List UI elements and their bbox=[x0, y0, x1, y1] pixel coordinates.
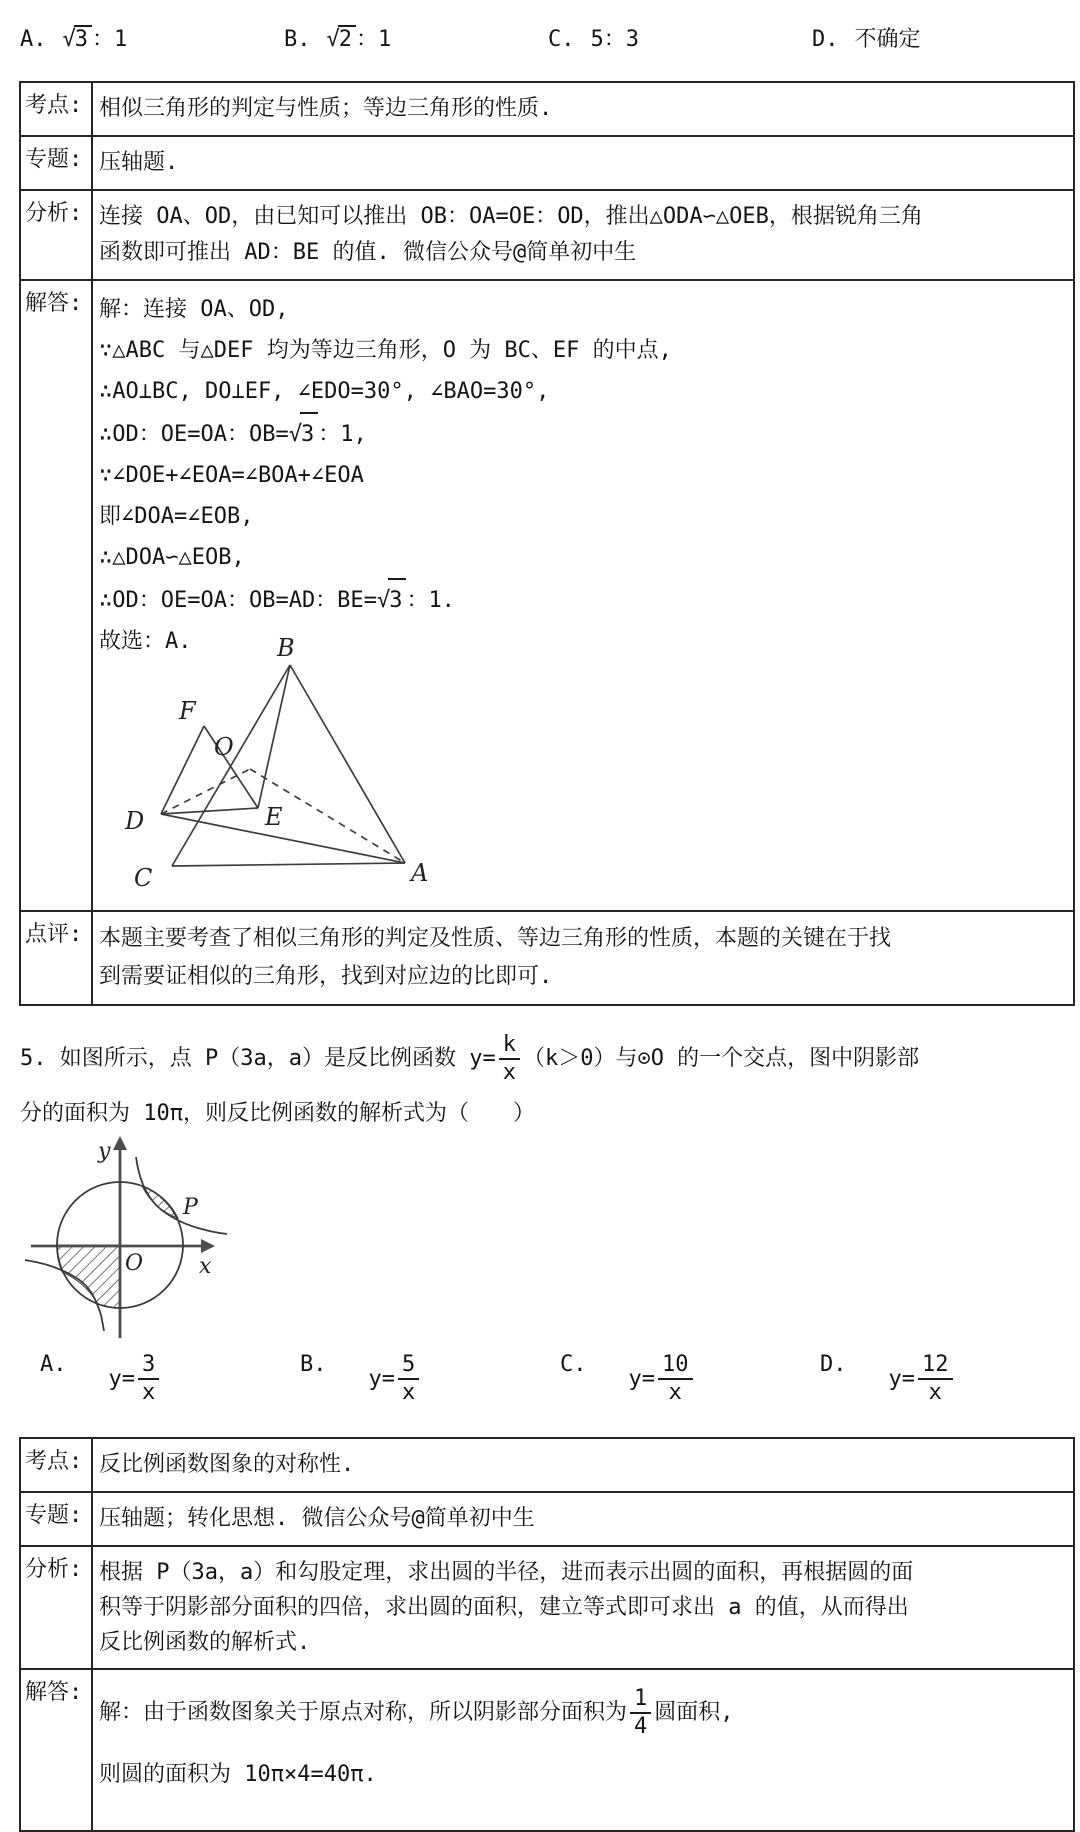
kaodian-text: 反比例函数图象的对称性. bbox=[99, 1451, 355, 1477]
q5-option-a bbox=[40, 1352, 300, 1407]
q4-option-c bbox=[548, 22, 812, 53]
zhuanti-label: 专题: bbox=[21, 1493, 93, 1545]
vertex-label-B: B bbox=[277, 634, 295, 662]
fenxi-line: 反比例函数的解析式. bbox=[99, 1629, 311, 1655]
option-c-value: y= $\frac{10}{x}$ bbox=[629, 1352, 696, 1407]
dianping-label: 点评: bbox=[21, 912, 93, 1004]
segment-CA bbox=[172, 863, 405, 866]
y-axis-arrow bbox=[113, 1136, 127, 1150]
row-zhuanti bbox=[21, 1491, 1073, 1545]
solution-line: 即∠DOA=∠EOB, bbox=[99, 504, 254, 529]
dianping-line: 本题主要考查了相似三角形的判定及性质、等边三角形的性质，本题的关键在于找 bbox=[99, 926, 892, 951]
shaded-lens-q1 bbox=[142, 1186, 178, 1218]
option-d-value: 不确定 bbox=[854, 27, 921, 52]
row-kaodian bbox=[21, 1439, 1073, 1491]
jieda-content bbox=[93, 281, 1073, 910]
kaodian-text: 相似三角形的判定与性质；等边三角形的性质. bbox=[99, 96, 553, 121]
row-jieda bbox=[21, 279, 1073, 910]
sqrt-sign: √ bbox=[376, 588, 391, 613]
solution-line: 故选：A. bbox=[99, 629, 192, 654]
option-c-label: C. bbox=[560, 1351, 587, 1377]
fraction: $\frac{3}{x}$ bbox=[138, 1352, 159, 1407]
q4-options-row bbox=[20, 22, 1080, 53]
fraction-denominator: x bbox=[502, 1060, 516, 1086]
zhuanti-label: 专题: bbox=[21, 137, 93, 189]
vertex-label-O: O bbox=[214, 733, 234, 761]
q5-solution-table bbox=[19, 1437, 1075, 1832]
segment-FD bbox=[161, 726, 204, 814]
row-jieda bbox=[21, 1668, 1073, 1830]
zhuanti-text: 压轴题；转化思想. 微信公众号@简单初中生 bbox=[99, 1505, 535, 1531]
solution-line: 解：由于函数图象关于原点对称，所以阴影部分面积为 $\frac{1}{4}$ 圆面积, bbox=[99, 1685, 734, 1739]
row-fenxi bbox=[21, 1545, 1073, 1668]
circle-hyperbola-figure bbox=[22, 1135, 244, 1342]
zhuanti-text: 压轴题. bbox=[99, 150, 179, 175]
axis-label-x: x bbox=[199, 1253, 212, 1279]
q4-option-b bbox=[284, 22, 548, 53]
question-5 bbox=[20, 1032, 1080, 1407]
option-a-label: A. bbox=[40, 1351, 67, 1377]
vertex-label-E: E bbox=[265, 803, 283, 831]
fraction-k-over-x bbox=[499, 1032, 520, 1087]
sqrt-radicand: 3 bbox=[300, 412, 318, 455]
row-zhuanti bbox=[21, 135, 1073, 189]
segment-BA bbox=[290, 665, 405, 863]
fenxi-line: 连接 OA、OD，由已知可以推出 OB：OA=OE：OD，推出△ODA∽△OEB，根据锐角三角 bbox=[99, 204, 923, 229]
fraction: $\frac{5}{x}$ bbox=[398, 1352, 419, 1407]
q5-option-c bbox=[560, 1352, 820, 1407]
option-a-value bbox=[63, 22, 128, 53]
option-a-value: y= $\frac{3}{x}$ bbox=[109, 1352, 163, 1407]
q5-text-post: （k＞0）与⊙O 的一个交点，图中阴影部 bbox=[522, 1046, 920, 1072]
fenxi-line: 根据 P（3a，a）和勾股定理，求出圆的半径，进而表示出圆的面积，再根据圆的面 bbox=[99, 1559, 914, 1585]
dianping-line: 到需要证相似的三角形，找到对应边的比即可. bbox=[99, 964, 553, 989]
solution-line: ∵∠DOE+∠EOA=∠BOA+∠EOA bbox=[99, 463, 364, 488]
solution-line: ∴OD：OE=OA：OB=√3 ：1, bbox=[99, 412, 1067, 455]
kaodian-label: 考点: bbox=[21, 1439, 93, 1491]
hyperbola-branch-q1 bbox=[136, 1157, 227, 1234]
fraction: $\frac{12}{x}$ bbox=[918, 1352, 953, 1407]
row-dianping bbox=[21, 910, 1073, 1004]
solution-line: ∴△DOA∽△EOB, bbox=[99, 545, 245, 570]
option-b-label: B. bbox=[300, 1351, 327, 1377]
vertex-label-D: D bbox=[125, 807, 145, 835]
solution-line: 解：连接 OA、OD, bbox=[99, 297, 289, 322]
q4-option-d bbox=[812, 22, 921, 53]
option-c-label: C. bbox=[548, 27, 575, 52]
kaodian-label: 考点: bbox=[21, 83, 93, 135]
option-d-label: D. bbox=[812, 27, 839, 52]
sqrt-sign: √ bbox=[326, 27, 340, 52]
sqrt-radicand: 3 bbox=[388, 578, 406, 621]
origin-label-O: O bbox=[125, 1250, 144, 1276]
document-page bbox=[0, 22, 1080, 1788]
solution-line: ∴OD：OE=OA：OB=AD：BE=√3 ：1. bbox=[99, 578, 1067, 621]
solution-line: ∴AO⊥BC, DO⊥EF, ∠EDO=30°, ∠BAO=30°, bbox=[99, 379, 550, 404]
segment-DA bbox=[161, 814, 405, 863]
fenxi-line: 积等于阴影部分面积的四倍，求出圆的面积，建立等式即可求出 a 的值，从而得出 bbox=[99, 1594, 909, 1620]
dashed-OD bbox=[161, 769, 250, 814]
jieda-label: 解答: bbox=[21, 281, 93, 910]
axis-label-y: y bbox=[98, 1138, 111, 1164]
row-fenxi bbox=[21, 189, 1073, 279]
option-c-value: 5：3 bbox=[590, 27, 639, 52]
fenxi-text bbox=[93, 1547, 1073, 1668]
q5-option-b bbox=[300, 1352, 560, 1407]
question-5-line1 bbox=[20, 1032, 1080, 1087]
triangle-figure bbox=[117, 622, 507, 902]
fraction-one-quarter: $\frac{1}{4}$ bbox=[630, 1686, 651, 1741]
row-kaodian bbox=[21, 83, 1073, 135]
fenxi-text bbox=[93, 191, 1073, 279]
q5-text-pre: 5. 如图所示，点 P（3a，a）是反比例函数 y= bbox=[20, 1046, 496, 1072]
vertex-label-F: F bbox=[179, 697, 196, 725]
fraction: $\frac{10}{x}$ bbox=[658, 1352, 693, 1407]
solution-line: ∵△ABC 与△DEF 均为等边三角形，O 为 BC、EF 的中点, bbox=[99, 338, 672, 363]
option-a-rest: ：1 bbox=[92, 27, 128, 52]
q4-solution-table bbox=[19, 81, 1075, 1006]
jieda-label: 解答: bbox=[21, 1670, 93, 1830]
fenxi-label: 分析: bbox=[21, 191, 93, 279]
segment-DE bbox=[161, 808, 258, 814]
option-b-rest: ：1 bbox=[356, 27, 392, 52]
sqrt-sign: √ bbox=[62, 27, 76, 52]
solution-line: 则圆的面积为 10π×4=40π. bbox=[99, 1762, 377, 1788]
dianping-text bbox=[93, 912, 1073, 1004]
option-b-value: y= $\frac{5}{x}$ bbox=[369, 1352, 423, 1407]
option-d-value: y= $\frac{12}{x}$ bbox=[889, 1352, 956, 1407]
sqrt-radicand: 2 bbox=[338, 25, 356, 52]
vertex-label-C: C bbox=[134, 864, 153, 892]
fraction-numerator: k bbox=[499, 1032, 520, 1060]
q5-options-row bbox=[40, 1352, 1080, 1407]
option-a-label: A. bbox=[20, 27, 47, 52]
option-b-value bbox=[327, 22, 392, 53]
q5-option-d bbox=[820, 1352, 1080, 1407]
point-label-P: P bbox=[183, 1194, 198, 1220]
fenxi-label: 分析: bbox=[21, 1547, 93, 1668]
jieda-content bbox=[93, 1670, 1073, 1830]
fenxi-line: 函数即可推出 AD：BE 的值. 微信公众号@简单初中生 bbox=[99, 240, 637, 265]
q4-option-a bbox=[20, 22, 284, 53]
question-5-line2: 分的面积为 10π，则反比例函数的解析式为（ ） bbox=[20, 1100, 535, 1126]
option-d-label: D. bbox=[820, 1351, 847, 1377]
sqrt-radicand: 3 bbox=[74, 25, 92, 52]
x-axis-arrow bbox=[201, 1239, 215, 1253]
option-b-label: B. bbox=[284, 27, 311, 52]
sqrt-sign: √ bbox=[288, 422, 302, 447]
segment-BE bbox=[258, 665, 290, 808]
vertex-label-A: A bbox=[411, 859, 429, 887]
